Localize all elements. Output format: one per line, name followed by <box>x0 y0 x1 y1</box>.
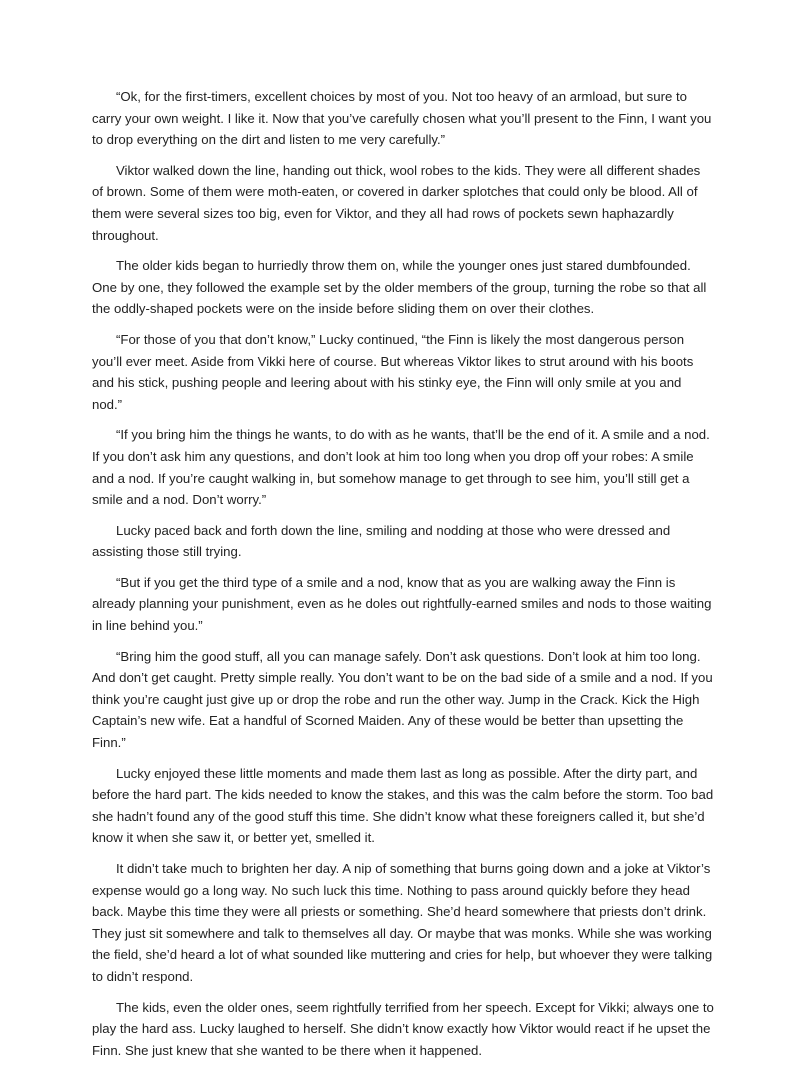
paragraph-9: Lucky enjoyed these little moments and made them last as long as possible. After the dirty part, and before the hard part. The kids needed to know the stakes, and this was the calm before the storm. Too bad she hadn’t found any of the good stuff this time. She didn’t know what these foreigners called it, but she’d know it when she saw it, or better yet, smelled it. <box>92 765 714 846</box>
paragraph-7: “But if you get the third type of a smile and a nod, know that as you are walking away the Finn is already planning your punishment, even as he doles out rightfully-earned smiles and nods to those waiting in line behind you.” <box>92 574 712 634</box>
paragraph-3: The older kids began to hurriedly throw them on, while the younger ones just stared dumbfounded. One by one, they followed the example set by the older members of the group, turning the robe so that all the oddly-shaped pockets were on the inside before sliding them on over their clothes. <box>92 258 707 317</box>
paragraph-6: Lucky paced back and forth down the line, smiling and nodding at those who were dressed and assisting those still trying. <box>92 522 671 560</box>
paragraph-5: “If you bring him the things he wants, to do with as he wants, that’ll be the end of it. A smile and a nod. If you don’t ask him any questions, and don’t look at him too long when you drop off your robes: A smile and a nod. If you’re caught walking in, but somehow manage to get through to see him, you’ll still get a smile and a nod. Don’t worry.” <box>92 427 710 508</box>
paragraph-1: “Ok, for the first-timers, excellent choices by most of you. Not too heavy of an armload, but sure to carry your own weight. I like it. Now that you’ve carefully chosen what you’ll present to the Finn, I want you to drop everything on the dirt and listen to me very carefully.” <box>92 89 712 148</box>
paragraph-10: It didn’t take much to brighten her day. A nip of something that burns going down and a joke at Viktor’s expense would go a long way. No such luck this time. Nothing to pass around quickly before they head back. Maybe this time they were all priests or something. She’d heard somewhere that priests don’t drink. They just sit somewhere and talk to themselves all day. Or maybe that was monks. While she was working the field, she’d heard a lot of what sounded like muttering and cries for help, but whoever they were talking to didn’t respond. <box>92 861 713 984</box>
body-text <box>92 86 714 1070</box>
paragraph-4: “For those of you that don’t know,” Lucky continued, “the Finn is likely the most dangerous person you’ll ever meet. Aside from Vikki here of course. But whereas Viktor likes to strut around with his boots and his stick, pushing people and leering about with his stinky eye, the Finn will only smile at you and nod.” <box>92 331 694 412</box>
paragraph-11: The kids, even the older ones, seem rightfully terrified from her speech. Except for Vikki; always one to play the hard ass. Lucky laughed to herself. She didn’t know exactly how Viktor would react if he upset the Finn. She just knew that she wanted to be there when it happened. <box>92 999 714 1058</box>
paragraph-8: “Bring him the good stuff, all you can manage safely. Don’t ask questions. Don’t look at him too long. And don’t get caught. Pretty simple really. You don’t want to be on the bad side of a smile and a nod. If you think you’re caught just give up or drop the robe and run the other way. Jump in the Crack. Kick the High Captain’s new wife. Eat a handful of Scorned Maiden. Any of these would be better than upsetting the Finn.” <box>92 648 713 751</box>
paragraph-2: Viktor walked down the line, handing out thick, wool robes to the kids. They were all different shades of brown. Some of them were moth-eaten, or covered in darker splotches that could only be blood. All of them were several sizes too big, even for Viktor, and they all had rows of pockets sewn haphazardly throughout. <box>92 162 701 243</box>
